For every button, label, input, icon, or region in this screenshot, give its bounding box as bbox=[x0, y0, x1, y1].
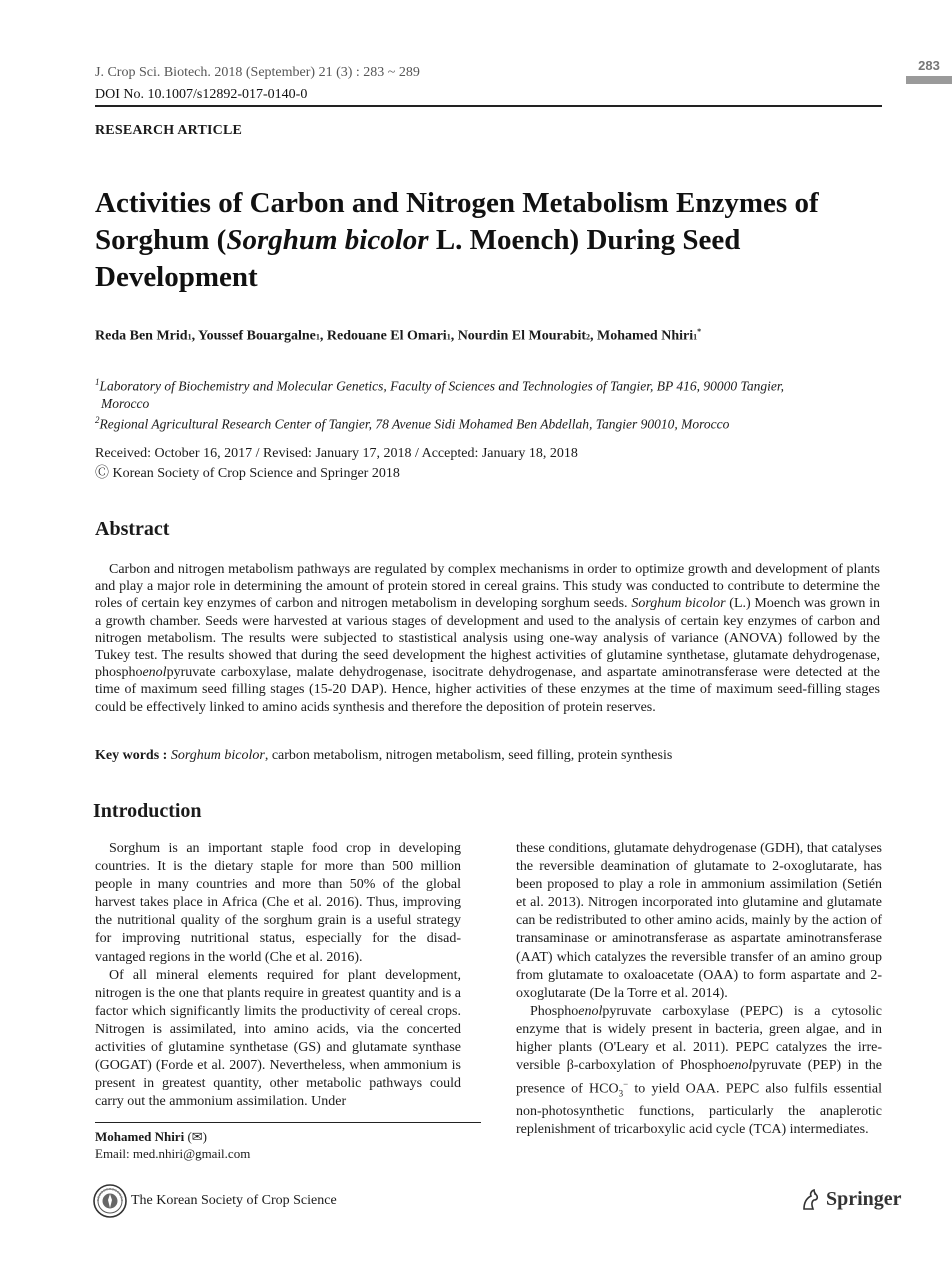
abstract-part: pyruvate carboxylase, malate dehydrogenase, isocitrate dehydrogenase, and aspartate aminotransferase were detected at the time of maximum seed filling stages (15-20 DAP). Hence, higher activities of these enzymes at the time of maximum seed-filling stages could be effectively linked to amino acids synthesis and therefore the deposition of protein reserves. bbox=[95, 665, 880, 715]
author-name: Redouane El Omari bbox=[326, 328, 447, 344]
affiliation-2 bbox=[95, 412, 875, 433]
page-tab bbox=[906, 76, 952, 84]
envelope-icon: (✉) bbox=[187, 1129, 208, 1144]
intro-paragraph bbox=[516, 1003, 882, 1139]
intro-paragraph: Of all mineral elements required for plant development, nitrogen is the one that plants require in greatest quantity and is a factor which significantly limits the productivity of cereal crops. Nitrogen is assimilated, into amino acids, via the concerted activities of glutamine synthetase (GS) and glutamate synthase (GOGAT) (Forde et al. 2007). Nevertheless, when ammonium is present in greatest quantity, other metabolic pathways could carry out the ammonium assimilation. Under bbox=[95, 967, 461, 1110]
abstract-heading: Abstract bbox=[95, 518, 170, 540]
text-part: pyruvate carboxylase (PEPC) is a cytosolic enzyme that is widely present in bacteria, green algae, and in higher plants (O'Leary et al. 2011). PEPC catalyzes the irre-versible β-carboxylation of Phospho bbox=[516, 1003, 882, 1074]
author-affiliation-mark: 1 bbox=[187, 332, 192, 342]
copyright: Ⓒ Korean Society of Crop Science and Springer 2018 bbox=[95, 466, 400, 481]
article-title bbox=[95, 185, 885, 296]
article-type: RESEARCH ARTICLE bbox=[95, 123, 243, 138]
author-list bbox=[95, 327, 701, 345]
keywords-species: Sorghum bicolor bbox=[170, 748, 265, 763]
abstract-enol: enol bbox=[142, 665, 167, 681]
springer-logo bbox=[801, 1188, 902, 1211]
abstract-species: Sorghum bicolor bbox=[631, 596, 726, 612]
header-rule bbox=[95, 105, 882, 107]
journal-citation: J. Crop Sci. Biotech. 2018 (September) 21 (3) : 283 ~ 289 bbox=[95, 65, 420, 80]
author-separator: , bbox=[191, 328, 199, 344]
author-name: Youssef Bouargalne bbox=[198, 328, 316, 344]
received-revised-accepted: Received: October 16, 2017 / Revised: January 17, 2018 / Accepted: January 18, 2018 bbox=[95, 446, 578, 461]
subscript: 3 bbox=[618, 1088, 624, 1099]
author-affiliation-mark: 1 bbox=[693, 332, 698, 342]
corresponding-mark: * bbox=[697, 327, 702, 336]
superscript: − bbox=[623, 1079, 629, 1090]
footnote-rule bbox=[95, 1122, 481, 1123]
title-part2: L. Moench) During Seed Development bbox=[95, 224, 741, 293]
author-separator: , bbox=[319, 328, 327, 344]
author-name: Nourdin El Mourabit bbox=[457, 328, 587, 344]
article-dates bbox=[95, 444, 578, 484]
keywords-label: Key words : bbox=[95, 748, 168, 763]
affiliation-text: Laboratory of Biochemistry and Molecular Genetics, Faculty of Sciences and Technologies of Tangier, BP 416, 90000 Tangier, bbox=[99, 378, 784, 394]
affiliations bbox=[95, 374, 875, 432]
intro-paragraph: these conditions, glutamate dehydrogenase (GDH), that catalyses the reversible deamination of glutamate to 2-oxoglutarate, has been proposed to play a role in ammonium assimilation (Setién et al. 2013). Nitrogen incorporated into glutamine and glutamate can be redistributed to other amino acids, mainly by the action of transaminase or aminotransferase as aspartate aminotransferase (AAT) which catalyzes the reversible transfer of an amino group from glutamate to oxaloacetate (OAA) to form aspartate and 2-oxoglutarate (De la Torre et al. 2014). bbox=[516, 841, 882, 1001]
text-part: to yield OAA. PEPC also fulfils essential non-photosynthetic functions, particularly the anaplerotic replenishment of tricarboxylic acid cycle (TCA) intermediates. bbox=[516, 1081, 882, 1137]
affiliation-text-cont: Morocco bbox=[101, 395, 150, 411]
author-affiliation-mark: 2 bbox=[586, 332, 591, 342]
keywords-list: , carbon metabolism, nitrogen metabolism, seed filling, protein synthesis bbox=[264, 748, 673, 763]
keywords bbox=[95, 748, 672, 764]
text-part: pyruvate (PEP) in the presence of HCO bbox=[516, 1058, 882, 1097]
corresponding-name: Mohamed Nhiri bbox=[95, 1129, 185, 1144]
intro-paragraph: Sorghum is an important staple food crop in developing countries. It is the dietary staple for more than 500 million people in many countries and more than 50% of the global harvest takes place in Africa (Che et al. 2016). Thus, improving the nutritional quality of the sorghum grain is a useful strategy for improving nutritional status, especially for the disad-vantaged regions in the world (Che et al. 2016). bbox=[95, 841, 461, 965]
abstract-part: Carbon and nitrogen metabolism pathways are regulated by complex mechanisms in order to optimize growth and development of plants and play a major role in determining the amount of protein stored in cereal grains. This study was conducted to contribute to determine the roles of certain key enzymes of carbon and nitrogen metabolism in developing sorghum seeds. bbox=[95, 562, 880, 612]
text-enol: enol bbox=[728, 1058, 753, 1074]
introduction-heading: Introduction bbox=[93, 800, 202, 822]
corresponding-email[interactable]: Email: med.nhiri@gmail.com bbox=[95, 1146, 251, 1161]
ksc-logo-icon bbox=[93, 1184, 127, 1218]
author-name: Mohamed Nhiri bbox=[597, 328, 694, 344]
doi[interactable]: DOI No. 10.1007/s12892-017-0140-0 bbox=[95, 87, 308, 102]
affiliation-1 bbox=[95, 374, 875, 412]
author-name: Reda Ben Mrid bbox=[95, 328, 188, 344]
author-separator: , bbox=[590, 328, 598, 344]
affiliation-number: 1 bbox=[95, 377, 100, 387]
author-affiliation-mark: 1 bbox=[446, 332, 451, 342]
right-column bbox=[516, 840, 882, 1139]
left-column bbox=[95, 840, 461, 1111]
text-part: Phospho bbox=[530, 1003, 579, 1019]
title-part1: Activities of Carbon and Nitrogen Metabolism Enzymes of Sorghum ( bbox=[95, 187, 819, 256]
springer-horse-icon bbox=[801, 1189, 821, 1211]
abstract-text bbox=[95, 561, 880, 716]
page-number: 283 bbox=[918, 58, 940, 73]
corresponding-author bbox=[95, 1129, 207, 1145]
author-separator: , bbox=[450, 328, 458, 344]
text-enol: enol bbox=[578, 1003, 603, 1019]
society-name: The Korean Society of Crop Science bbox=[131, 1193, 337, 1208]
author-affiliation-mark: 1 bbox=[315, 332, 320, 342]
affiliation-number: 2 bbox=[95, 414, 100, 425]
affiliation-text: Regional Agricultural Research Center of Tangier, 78 Avenue Sidi Mohamed Ben Abdellah, Tangier 90010, Morocco bbox=[99, 416, 730, 431]
abstract-part: (L.) Moench was grown in a growth chamber. Seeds were harvested at various stages of development and used to the analysis of certain key enzymes of carbon and nitrogen metabolism. The results were subjected to stastistical analysis using one-way analysis of variance (ANOVA) followed by the Tukey test. The results showed that during the seed development the highest activities of glutamine synthetase, glutamate dehydrogenase, phospho bbox=[95, 596, 880, 681]
title-species: Sorghum bicolor bbox=[226, 224, 429, 256]
springer-text: Springer bbox=[826, 1188, 902, 1210]
